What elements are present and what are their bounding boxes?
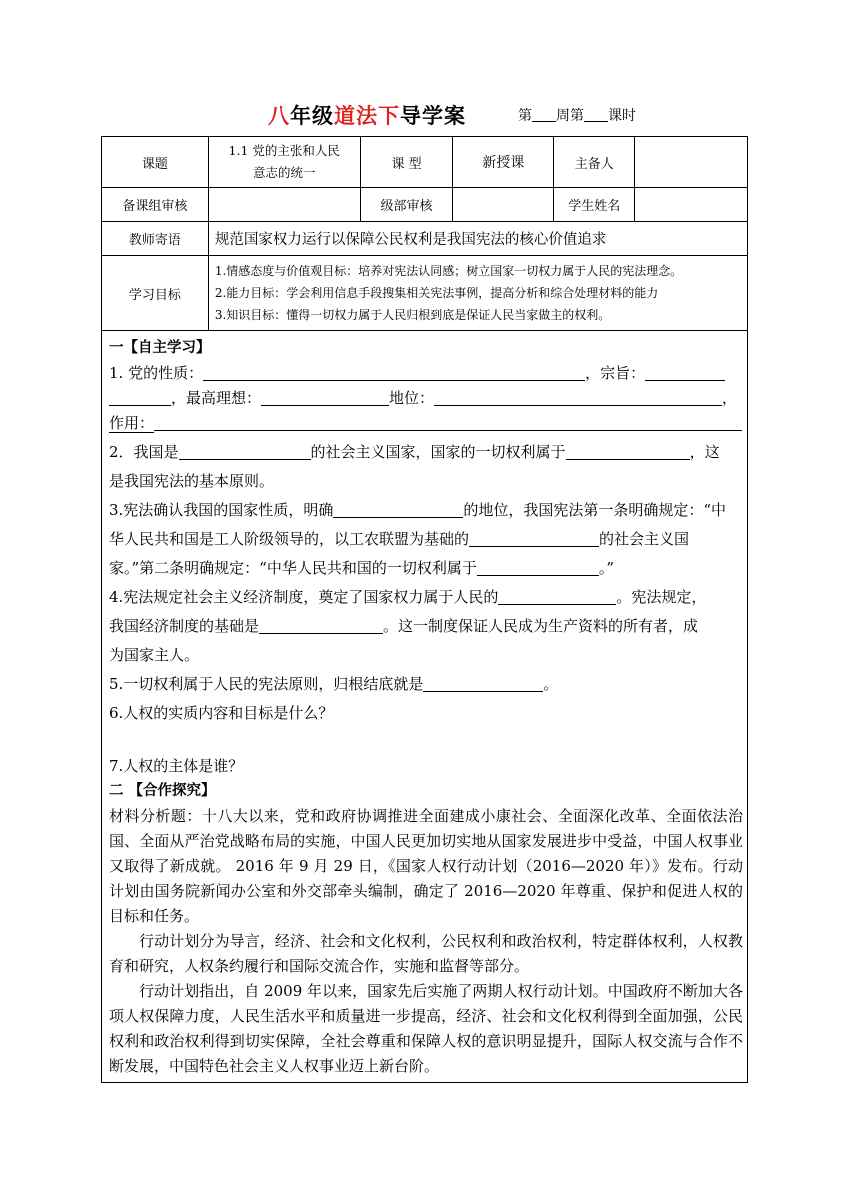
q2-text-b: 的社会主义国家，国家的一切权利属于 [310, 443, 566, 461]
question-4-line1 [109, 585, 743, 610]
student-name-field[interactable] [635, 188, 748, 222]
question-2-line2: 是我国宪法的基本原则。 [109, 472, 275, 490]
grade-review-label: 级部审核 [360, 188, 453, 222]
material-paragraph-2: 行动计划分为导言，经济、社会和文化权利，公民权利和政治权利，特定群体权利，人权教育和研究，人权条约履行和国际交流合作，实施和监督等部分。 [109, 932, 743, 975]
teacher-msg-label: 教师寄语 [102, 222, 209, 256]
group-review-label: 备课组审核 [102, 188, 209, 222]
party-nature-blank[interactable] [203, 364, 585, 381]
q3-text-f: 。” [598, 559, 615, 577]
material-paragraph-1: 材料分析题：十八大以来，党和政府协调推进全面建成小康社会、全面深化改革、全面依法治国、全面从严治党战略布局的实施，中国人民更加切实地从国家发展进步中受益，中国人权事业又取得了新成就。 2016 年 9 月 29 日，《国家人权行动计划（2016—2020 年）》发布。行动计划由国务院新闻办公室和外交部牵头编制，确定了 2016—2020 年尊重、保护和促进人权的目标和任务。 [109, 807, 743, 925]
preparer-label: 主备人 [554, 137, 635, 188]
q4-blank-2[interactable] [259, 617, 383, 634]
week-period-line [518, 105, 636, 125]
question-4-line3: 为国家主人。 [109, 646, 200, 664]
q3-text-e: 家。”第二条明确规定：“中华人民共和国的一切权利属于 [109, 559, 477, 577]
title-subject: 道法下 [334, 104, 400, 128]
student-name-label: 学生姓名 [554, 188, 635, 222]
title-row [0, 100, 860, 132]
week-suffix: 课时 [608, 108, 636, 124]
title-grade-label: 年级 [290, 104, 334, 128]
topic-value-line1: 1.1 党的主张和人民 [228, 143, 340, 158]
q4-text-d: 。这一制度保证人民成为生产资料的所有者，成 [383, 617, 699, 635]
q3-blank-3[interactable] [477, 559, 599, 576]
group-review-field[interactable] [208, 188, 360, 222]
type-label: 课 型 [360, 137, 453, 188]
topic-label: 课题 [102, 137, 209, 188]
grade-review-field[interactable] [453, 188, 554, 222]
party-role-blank[interactable] [154, 414, 742, 431]
goals-list [208, 256, 747, 331]
question-3-line3 [109, 556, 743, 581]
topic-value-line2: 意志的统一 [252, 165, 316, 180]
goal-item: 3.知识目标：懂得一切权力属于人民归根到底是保证人民当家做主的权利。 [214, 308, 611, 322]
teacher-msg-value: 规范国家权力运行以保障公民权利是我国宪法的核心价值追求 [208, 222, 747, 256]
period-blank[interactable] [584, 107, 608, 122]
party-ideal-blank[interactable] [261, 389, 389, 406]
question-6: 6.人权的实质内容和目标是什么？ [109, 704, 334, 722]
q5-text-b: 。 [543, 675, 559, 693]
q4-text-c: 我国经济制度的基础是 [109, 617, 260, 635]
question-2-line1 [109, 440, 743, 465]
q1-status-label: 地位： [389, 389, 435, 407]
q4-text-a: 4.宪法规定社会主义经济制度，奠定了国家权力属于人民的 [109, 588, 499, 606]
content-area [109, 336, 743, 1079]
question-1-line1 [109, 361, 743, 386]
question-5 [109, 672, 743, 697]
q4-blank-1[interactable] [498, 588, 616, 605]
q2-text-a: 2．我国是 [109, 443, 179, 461]
q5-text-a: 5.一切权利属于人民的宪法原则，归根结底就是 [109, 675, 424, 693]
q1-comma: ， [722, 389, 738, 407]
goals-label: 学习目标 [102, 256, 209, 331]
question-1-line3 [109, 411, 743, 436]
week-prefix: 第 [518, 108, 532, 124]
title-suffix: 导学案 [400, 104, 466, 128]
week-blank[interactable] [532, 107, 556, 122]
party-purpose-blank-cont[interactable] [109, 389, 171, 406]
q2-blank-2[interactable] [566, 443, 690, 460]
header-table [101, 136, 748, 331]
q3-text-d: 的社会主义国 [599, 530, 690, 548]
question-3-line2 [109, 527, 743, 552]
type-value: 新授课 [453, 137, 554, 188]
q1-label: 1. 党的性质： [109, 364, 204, 382]
material-paragraph-3: 行动计划指出，自 2009 年以来，国家先后实施了两期人权行动计划。中国政府不断加大各项人权保障力度，人民生活水平和质量进一步提高，经济、社会和文化权利得到全面加强，公民权利和政治权利得到切实保障，全社会尊重和保障人权的意识明显提升，国际人权交流与合作不断发展，中国特色社会主义人权事业迈上新台阶。 [109, 982, 743, 1075]
section2-heading: 二 【合作探究】 [109, 783, 216, 799]
party-purpose-blank[interactable] [645, 364, 725, 381]
q2-blank-1[interactable] [179, 443, 311, 460]
q1-role-label: 作用： [109, 414, 155, 432]
goal-item: 1.情感态度与价值观目标：培养对宪法认同感；树立国家一切权力属于人民的宪法理念。 [214, 264, 683, 278]
q3-text-a: 3.宪法确认我国的国家性质，明确 [109, 501, 334, 519]
goal-item: 2.能力目标：学会利用信息手段搜集相关宪法事例，提高分析和综合处理材料的能力 [214, 286, 659, 300]
q1-ideal-label: ，最高理想： [171, 389, 262, 407]
question-4-line2 [109, 614, 743, 639]
title-grade-number: 八 [268, 104, 290, 128]
q2-text-c: ，这 [689, 443, 720, 461]
q3-text-c: 华人民共和国是工人阶级领导的，以工农联盟为基础的 [109, 530, 470, 548]
preparer-field[interactable] [635, 137, 748, 188]
topic-value [208, 137, 360, 188]
question-3-line1 [109, 498, 743, 523]
question-1-line2 [109, 386, 743, 411]
q5-blank[interactable] [423, 675, 543, 692]
q3-blank-2[interactable] [469, 530, 599, 547]
party-status-blank[interactable] [434, 389, 722, 406]
q4-text-b: 。宪法规定， [616, 588, 707, 606]
question-7: 7.人权的主体是谁？ [109, 757, 244, 775]
q1-purpose-label: ，宗旨： [585, 364, 646, 382]
q3-blank-1[interactable] [333, 501, 463, 518]
week-mid: 周第 [556, 108, 584, 124]
question-6-answer-space[interactable] [109, 726, 743, 754]
page-title [268, 100, 466, 130]
q3-text-b: 的地位，我国宪法第一条明确规定：“中 [463, 501, 726, 519]
section1-heading: 一【自主学习】 [109, 340, 211, 356]
